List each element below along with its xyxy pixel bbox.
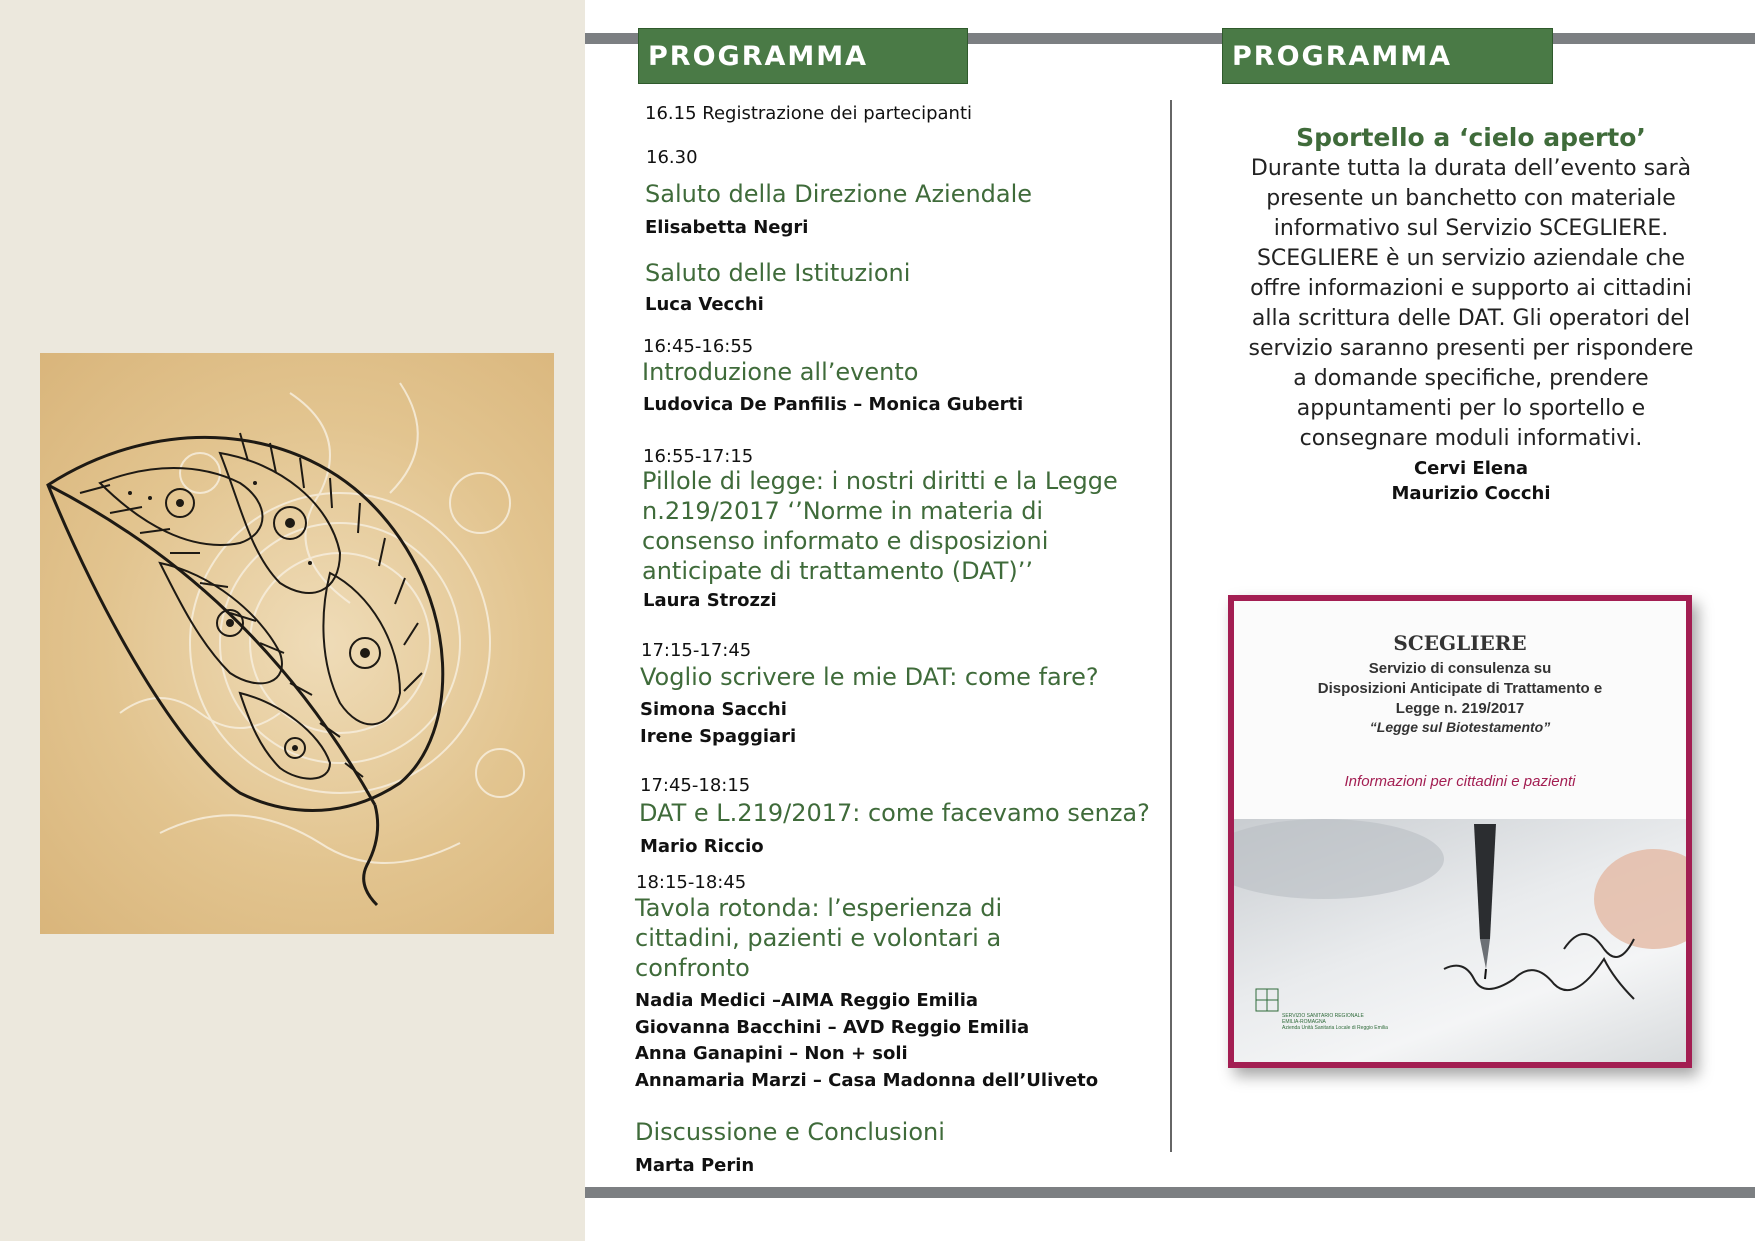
item-title: Pillole di legge: i nostri diritti e la Legge n.219/2017 ‘’Norme in materia di consenso informato e disposizioni anticipate di trattamento (DAT)’’ — [642, 467, 1118, 585]
programma-header-1: PROGRAMMA — [638, 28, 968, 84]
feather-illustration — [40, 353, 554, 934]
cover-panel — [0, 0, 585, 1241]
sportello-title: Sportello a ‘cielo aperto’ — [1296, 123, 1646, 152]
item-speaker: Elisabetta Negri — [645, 217, 809, 238]
item-speaker: Laura Strozzi — [643, 590, 777, 611]
logo-line: Azienda Unità Sanitaria Locale di Reggio Emilia — [1282, 1025, 1388, 1031]
flyer-subtitle-line: Servizio di consulenza su — [1368, 660, 1552, 677]
flyer-info: Informazioni per cittadini e pazienti — [1344, 773, 1576, 790]
item-time: 16:55-17:15 — [643, 446, 754, 467]
flyer-title: SCEGLIERE — [1393, 631, 1527, 655]
item-speaker: Mario Riccio — [640, 836, 764, 857]
flyer-subtitle — [1234, 659, 1686, 719]
item-speaker: Annamaria Marzi – Casa Madonna dell’Uliveto — [635, 1070, 1099, 1091]
bottom-bar — [585, 1187, 1755, 1198]
description-line: appuntamenti per lo sportello e — [1296, 396, 1646, 421]
description-line: alla scrittura delle DAT. Gli operatori del — [1251, 306, 1691, 331]
item-time: 17:45-18:15 — [640, 775, 751, 796]
item-speaker: Luca Vecchi — [645, 294, 764, 315]
flyer-subtitle-line: Disposizioni Anticipate di Trattamento e — [1317, 680, 1603, 697]
description-line: servizio saranno presenti per rispondere — [1248, 336, 1694, 361]
operator-name: Cervi Elena — [1413, 458, 1529, 479]
item-time: 18:15-18:45 — [636, 872, 747, 893]
item-time: 16:45-16:55 — [643, 336, 754, 357]
item-title: Tavola rotonda: l’esperienza di cittadini, pazienti e volontari a confronto — [635, 894, 1003, 982]
scegliere-flyer — [1228, 595, 1692, 1068]
item-time: 16.15 Registrazione dei partecipanti — [645, 103, 973, 124]
sportello-names — [1222, 456, 1720, 506]
column-divider — [1170, 100, 1172, 1152]
item-speaker: Irene Spaggiari — [640, 726, 797, 747]
description-line: presente un banchetto con materiale — [1266, 186, 1676, 211]
item-title: Introduzione all’evento — [642, 358, 919, 386]
feather-drawing — [40, 353, 554, 934]
item-title: Saluto della Direzione Aziendale — [645, 180, 1033, 208]
item-time: 16.30 — [646, 147, 698, 168]
flyer-quote: “Legge sul Biotestamento” — [1369, 719, 1551, 735]
description-line: informativo sul Servizio SCEGLIERE. — [1273, 216, 1669, 241]
item-title: Saluto delle Istituzioni — [645, 259, 911, 287]
flyer-logo-text — [1282, 1013, 1462, 1031]
item-speaker: Simona Sacchi — [640, 699, 787, 720]
item-title: DAT e L.219/2017: come facevamo senza? — [639, 799, 1150, 827]
item-speaker: Anna Ganapini – Non + soli — [635, 1043, 908, 1064]
item-title: Voglio scrivere le mie DAT: come fare? — [640, 663, 1099, 691]
item-speaker: Marta Perin — [635, 1155, 755, 1176]
item-title: Discussione e Conclusioni — [635, 1118, 945, 1146]
description-line: Durante tutta la durata dell’evento sarà — [1250, 156, 1692, 181]
description-line: offre informazioni e supporto ai cittadini — [1250, 276, 1692, 301]
programma-header-2: PROGRAMMA — [1222, 28, 1553, 84]
sportello-section — [1222, 122, 1720, 506]
sportello-description — [1222, 154, 1720, 454]
item-speaker: Nadia Medici –AIMA Reggio Emilia — [635, 990, 979, 1011]
description-line: a domande specifiche, prendere — [1293, 366, 1649, 391]
flyer-subtitle-line: Legge n. 219/2017 — [1395, 700, 1525, 717]
item-time: 17:15-17:45 — [641, 640, 752, 661]
logo-line: SERVIZIO SANITARIO REGIONALE — [1282, 1013, 1364, 1019]
description-line: SCEGLIERE è un servizio aziendale che — [1256, 246, 1686, 271]
item-speaker: Ludovica De Panfilis – Monica Guberti — [643, 394, 1024, 415]
logo-line: EMILIA-ROMAGNA — [1282, 1019, 1326, 1025]
description-line: consegnare moduli informativi. — [1299, 426, 1643, 451]
operator-name: Maurizio Cocchi — [1391, 483, 1551, 504]
item-speaker: Giovanna Bacchini – AVD Reggio Emilia — [635, 1017, 1030, 1038]
